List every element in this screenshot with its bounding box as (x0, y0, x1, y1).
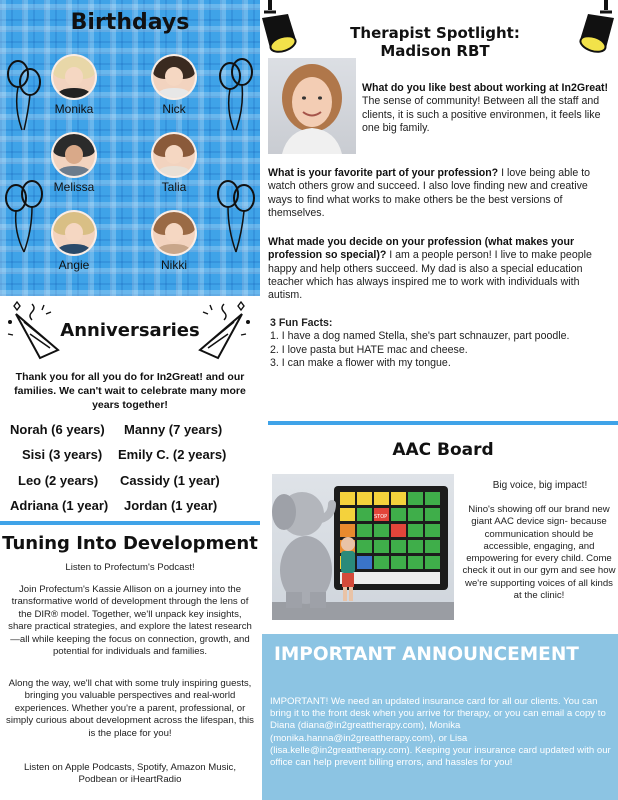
fun-facts (270, 317, 610, 370)
balloon-icon (214, 58, 256, 132)
anniversary-entry: Norah (6 years) (10, 422, 105, 437)
person-name: Talia (161, 180, 187, 194)
spotlight-title (325, 24, 545, 60)
anniversaries-message: Thank you for all you do for In2Great! and our families. We can't wait to celebrate many more years together! (14, 371, 246, 411)
anniversaries-title: Anniversaries (60, 320, 200, 341)
fun-fact: 2. I love pasta but HATE mac and cheese. (270, 343, 468, 356)
birthday-person (34, 132, 114, 194)
spotlight-answer-2 (268, 167, 614, 220)
aac-board-photo (272, 474, 454, 620)
birthday-person (34, 210, 114, 272)
podcast-guests: Along the way, we'll chat with some truly inspiring guests, bringing you valuable perspectives and real-world experiences. Whether you're a parent, professional, or simply curious about development across the lifespan, this is the place for you! (6, 678, 254, 739)
spotlight-title-line1: Therapist Spotlight: (350, 24, 520, 42)
person-name: Nikki (161, 258, 187, 272)
aac-title: AAC Board (392, 440, 494, 460)
spotlight-title-line2: Madison RBT (380, 42, 490, 60)
balloon-icon (214, 176, 258, 254)
aac-stop-label: STOP (374, 514, 388, 520)
spotlight-question-2: What is your favorite part of your profession? (268, 167, 499, 179)
spotlight-lamp-icon (258, 0, 302, 60)
avatar (51, 132, 97, 178)
avatar (51, 210, 97, 256)
podcast-platforms: Listen on Apple Podcasts, Spotify, Amazon Music, Podbean or iHeartRadio (23, 762, 237, 786)
birthday-person (134, 132, 214, 194)
avatar (151, 54, 197, 100)
podcast-intro: Listen to Profectum's Podcast! (65, 562, 195, 573)
anniversary-entry: Sisi (3 years) (22, 447, 103, 462)
birthdays-section (0, 0, 260, 296)
anniversary-entry: Jordan (1 year) (124, 498, 218, 513)
birthday-person (34, 54, 114, 116)
anniversary-entry: Manny (7 years) (124, 422, 223, 437)
anniversary-entry: Adriana (1 year) (10, 498, 109, 513)
person-name: Nick (162, 102, 186, 116)
announcement-section (262, 634, 618, 800)
spotlight-question-1: What do you like best about working at In2Great! (362, 82, 609, 94)
avatar (151, 210, 197, 256)
person-name: Angie (58, 258, 90, 272)
birthdays-title: Birthdays (70, 10, 190, 35)
avatar (51, 54, 97, 100)
spotlight-answer-1-text: The sense of community! Between all the staff and clients, it is such a positive environmen, it feels like one big family. (362, 95, 601, 134)
announcement-title: IMPORTANT ANNOUNCEMENT (274, 644, 579, 665)
podcast-description: Join Profectum's Kassie Allison on a journey into the transformative world of development through the lens of the DIR® model. Together, we'll unpack key insights, share practical strategies, and explore the latest research—all while keeping the focus on connection, growth, and potential for individuals and families. (8, 584, 252, 658)
avatar (151, 132, 197, 178)
birthday-person (134, 210, 214, 272)
spotlight-answer-3 (268, 236, 614, 302)
announcement-text: IMPORTANT! We need an updated insurance card for all our clients. You can bring it to the front desk when you arrive for therapy, or you can email a copy to Diana (diana@in2greattherapy.com), Monika (monika.hanna@in2greattherapy.com), or Lisa (lisa.kelle@in2greattherapy.com). Keeping your insurance card updated with our office can help prevent billing errors, and hassles for you! (270, 696, 611, 769)
person-name: Melissa (53, 180, 95, 194)
anniversary-entry: Emily C. (2 years) (118, 447, 227, 462)
spotlight-answer-2-text: I love being able to watch others grow and succeed. I also love finding new and creative ways to find what works to make others be the best versions of themselves. (268, 167, 591, 219)
section-divider (0, 521, 260, 525)
anniversary-entry: Cassidy (1 year) (120, 473, 220, 488)
spotlight-answer-1 (362, 82, 612, 135)
podcast-title: Tuning Into Development (2, 533, 258, 554)
therapist-photo (268, 58, 356, 154)
spotlight-question-3: What made you decide on your profession (what makes your profession so special)? (268, 236, 575, 262)
fun-facts-title: 3 Fun Facts: (270, 317, 333, 329)
fun-fact: 1. I have a dog named Stella, she's part schnauzer, part poodle. (270, 330, 570, 343)
fun-fact: 3. I can make a flower with my tongue. (270, 356, 451, 369)
spotlight-answer-3-text: I am a people person! I live to make people happy and help others succeed. My dad is also a special education teacher which has always inspired me to work with individuals with autism. (268, 249, 592, 302)
section-divider (268, 421, 618, 425)
birthday-person (134, 54, 214, 116)
aac-description: Nino's showing off our brand new giant AAC device sign- because communication should be accessible, engaging, and empowering for every child. Come check it out in our gym and see how we're supporting voices of all kinds at the clinic! (462, 504, 616, 602)
anniversary-entry: Leo (2 years) (18, 473, 99, 488)
aac-subtitle: Big voice, big impact! (492, 480, 588, 491)
person-name: Monika (54, 102, 94, 116)
spotlight-lamp-icon (574, 0, 618, 60)
